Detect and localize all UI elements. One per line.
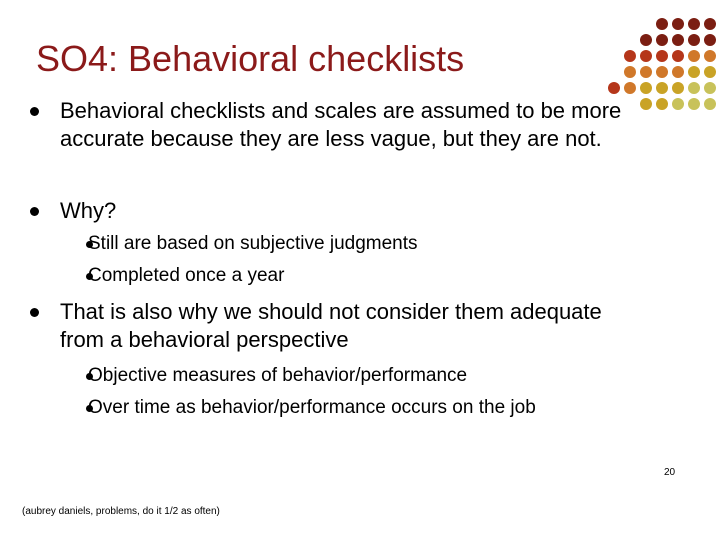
sub-bullet-text: Still are based on subjective judgments xyxy=(88,233,418,254)
decorative-dot xyxy=(672,18,684,30)
decorative-dot xyxy=(672,50,684,62)
decorative-dot xyxy=(672,82,684,94)
bullet-dot-icon xyxy=(30,308,39,317)
decorative-dot xyxy=(688,66,700,78)
decorative-dot xyxy=(672,34,684,46)
decorative-dot xyxy=(640,50,652,62)
decorative-dot xyxy=(688,50,700,62)
decorative-dot xyxy=(704,50,716,62)
decorative-dot xyxy=(688,82,700,94)
sub-bullet-text: Over time as behavior/performance occurs on the job xyxy=(88,397,536,418)
decorative-dot xyxy=(688,18,700,30)
bullet-text: Why? xyxy=(60,198,117,223)
decorative-dot xyxy=(656,82,668,94)
decorative-dot xyxy=(608,82,620,94)
decorative-dot xyxy=(672,66,684,78)
bullet-dot-icon xyxy=(30,207,39,216)
footnote: (aubrey daniels, problems, do it 1/2 as often) xyxy=(22,506,220,517)
decorative-dot xyxy=(656,34,668,46)
sub-bullet-text: Completed once a year xyxy=(88,265,285,286)
decorative-dot xyxy=(640,82,652,94)
decorative-dot xyxy=(688,34,700,46)
slide-title: SO4: Behavioral checklists xyxy=(36,38,465,79)
decorative-dot xyxy=(704,98,716,110)
decorative-dot xyxy=(704,66,716,78)
decorative-dot xyxy=(624,50,636,62)
decorative-dot xyxy=(688,98,700,110)
decorative-dot xyxy=(656,50,668,62)
decorative-dot xyxy=(704,18,716,30)
decorative-dot xyxy=(640,66,652,78)
sub-bullet-text: Objective measures of behavior/performance xyxy=(88,365,468,386)
page-number: 20 xyxy=(664,467,676,478)
bullet-dot-icon xyxy=(30,107,39,116)
decorative-dot xyxy=(656,66,668,78)
decorative-dot xyxy=(624,82,636,94)
decorative-dot xyxy=(656,18,668,30)
decorative-dot xyxy=(624,66,636,78)
decorative-dot xyxy=(640,34,652,46)
decorative-dot xyxy=(704,34,716,46)
bullet-text: Behavioral checklists and scales are assumed to be more accurate because they are less vague, but they are not. xyxy=(60,98,622,151)
decorative-dot xyxy=(704,82,716,94)
bullet-text: That is also why we should not consider them adequate from a behavioral perspective xyxy=(60,299,602,352)
